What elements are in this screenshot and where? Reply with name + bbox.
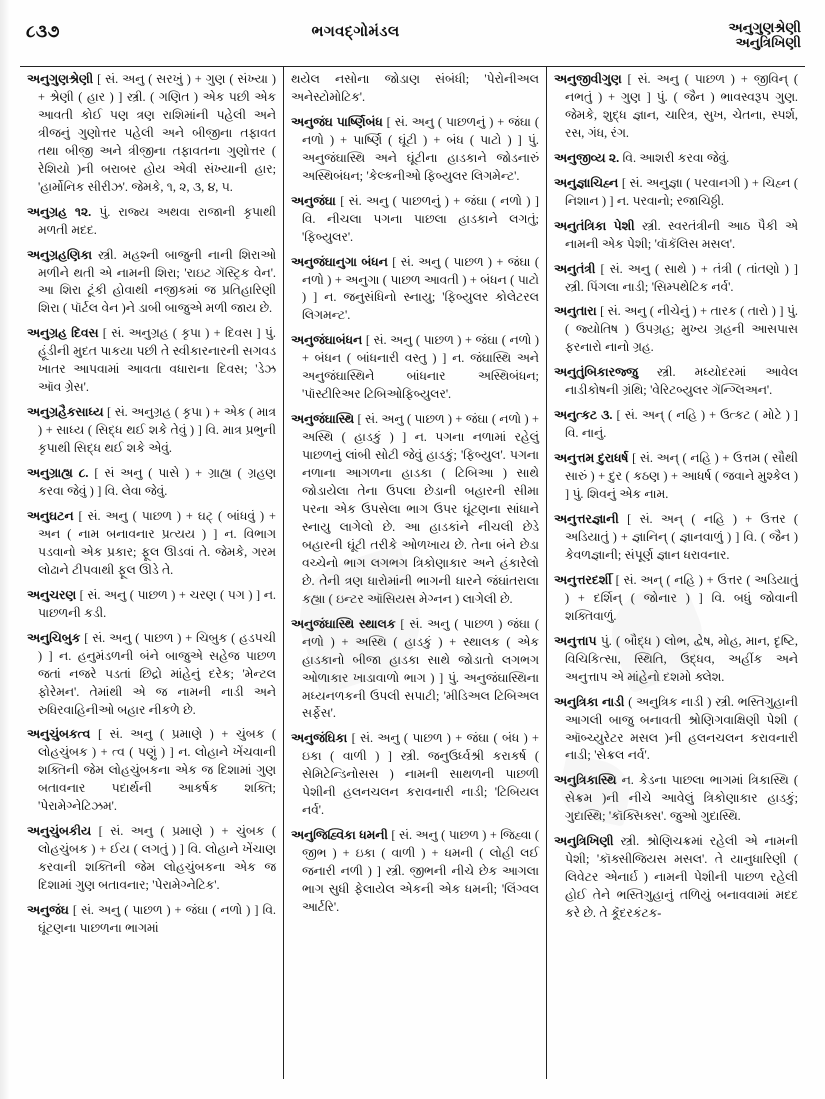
dictionary-entry: [554, 633, 798, 687]
entry-headword: અનુત્રિકાસ્થિ: [553, 773, 617, 788]
entry-definition: પું. રાજ્ય અથવા રાજાની કૃપાથી મળતી મદદ.: [38, 204, 276, 237]
column-3: [546, 67, 805, 1079]
page-number: ૮૩૭: [26, 22, 60, 41]
entry-definition: સ્ત્રી. મહશ્ની બાજુની નાની શિરાઓ મળીને થતી એ નામની શિરા; 'રાઇટ ગૅસ્ટ્રિક વેન'. આ શિરા ટૂંકી હોવાથી નજીકમાં જ પ્રતિહારિણી શિરા ( પૉર્ટલ વેન )ને ડાબી બાજુએ મળી જાય છે.: [38, 247, 276, 316]
entry-definition: [ સં. અનુજ્ઞા ( પરવાનગી ) + ચિહ્ન ( નિશાન ) ] ન. પરવાનો; રજાચિઠ્ઠી.: [564, 175, 798, 208]
entry-headword: અનુગ્રહ ૧૨.: [27, 204, 92, 219]
entry-headword: અનુજંઘ પાર્ષ્ણિબંધ: [290, 114, 383, 129]
entry-headword: અનુત્રિખિણી: [553, 834, 614, 849]
dictionary-entry: [554, 450, 798, 504]
dictionary-entry: [27, 247, 276, 319]
entry-headword: અનુત્તાપ: [553, 633, 597, 648]
entry-headword: અનુગ્રહણિકા: [27, 247, 93, 262]
entry-definition: [ સં. અનુગ્રહ ( કૃપા ) + એક ( માત્ર ) + સાધ્ય ( સિદ્ધ થઈ શકે તેવું ) ] વિ. માત્ર પ્રભુની કૃપાથી સિદ્ધ થઈ શકે એવું.: [38, 405, 276, 456]
entry-headword: અનુજીવ્ય ૨.: [553, 150, 620, 165]
entry-definition: વિ. આશરી કરવા જેવું.: [619, 150, 730, 165]
entry-headword: અનુચિબુક: [27, 630, 81, 645]
dictionary-entry: [554, 407, 798, 443]
entry-headword: અનુત્તરજ્ઞાની: [553, 512, 619, 527]
entry-definition: સ્ત્રી. મધ્યોદરમાં આવેલ નાડીકોષની ગ્રંથિ; 'વેરિટબ્યુલર ગૅન્ગ્લિઅન'.: [564, 365, 798, 398]
dictionary-entry: [554, 218, 798, 254]
dictionary-entry: [291, 71, 539, 107]
entry-headword: અનુજંઘ: [27, 903, 69, 918]
dictionary-entry: [27, 204, 276, 240]
entry-headword: અનુચરણ: [27, 587, 77, 602]
entry-definition: [ સં. અનુ ( પાછળ ) + ઘટ્ ( બાંધવું ) + અન ( નામ બનાવનાર પ્રત્યય ) ] ન. વિભાગ પડવાનો એક પ્રકાર; ફૂલ ઊડવાં તે. જેમકે, ગરમ લોઢાને ટીપવાથી ફૂલ ઊડે તે.: [38, 508, 276, 577]
entry-definition: [ સં. અનુ ( પાછળનું ) + જંઘા ( નળો ) + પાર્ષ્ણિ ( ઘૂંટી ) + બંધ ( પાટો ) ] પું. અનુજંઘાસ્થિ અને ઘૂંટીના હાડકાને જોડનારું અસ્થિબંધન; 'કેલ્કનીઓ ફિબ્યુલર લિગમેન્ટ'.: [301, 114, 539, 183]
entry-definition: [ સં. અનુ ( નીચેનું ) + તારક ( તારો ) ] પું. ( જ્યોતિષ ) ઉપગ્રહ; મુખ્ય ગ્રહની આસપાસ ફરનારો નાનો ગ્રહ.: [564, 304, 798, 355]
dictionary-entry: [554, 303, 798, 357]
entry-definition: [ સં. અનુ ( પાછળ ) જંઘા ( નળો ) + અસ્થિ ( હાડકું ) + સ્થાલક ( એક હાડકાનો બીજા હાડકા સાથે જોડાતો લગભગ ઓળાકાર ખાડાવાળો ભાગ ) ] પું. અનુજંઘાસ્થિના મધ્યનળકની ઉપલી સપાટી; 'મીડિઅલ ટિબિઅલ સર્ફેસ'.: [301, 616, 539, 721]
entry-definition: [ સં. અનુ ( પાછળ ) + જીવિન્ ( નભતું ) + ગુણ ] પું. ( જૈન ) ભાવસ્વરૂપ ગુણ. જેમકે, શુદ્ધ જ્ઞાન, ચારિત્ર, સુખ, ચેતના, સ્પર્શ, રસ, ગંધ, રંગ.: [564, 72, 798, 140]
entry-definition: [ સં. અનુ ( સાથે ) + તંત્રી ( તાંતણો ) ] સ્ત્રી. પિંગલા નાડી; 'સિમ્પથેટિક નર્વ'.: [564, 261, 798, 294]
entry-definition: [ સં. અનુ ( પ્રમાણે ) + ચુંબક ( લોહચુંબક ) + ઈય ( લગતું ) ] વિ. લોહાને ખેંચાણ કરવાની શક્તિની જેમ લોહચુંબકના એક જ દિશામાં ગુણ બતાવનાર; 'પેરામેગ્નેટિક'.: [38, 824, 276, 893]
entry-headword: અનુજંઘાસ્થિ સ્થાલક: [290, 616, 396, 631]
dictionary-entry: [291, 827, 539, 917]
dictionary-entry: [554, 150, 798, 168]
entry-definition: [ સં. અનુ ( પાછળ ) + જંઘા ( નળો ) + અનુગા ( પાછળ આવતી ) + બંધન ( પાટો ) ] ન. જનુસંધિનો સ્નાયુ; 'ફિબ્યુલર કોલેટરલ લિગમન્ટ'.: [301, 254, 539, 323]
entry-definition: [ સં. અનુ ( પાછળ ) + ચિબુક ( હડપચી ) ] ન. હનુમંડળની બંને બાજુએ સહેજ પાછળ જતાં નજરે પડતાં છિદ્રો માંહેનું દરેક; 'મેન્ટલ ફોરેમન'. તેમાંથી એ જ નામની નાડી અને રુધિરવાહિનીઓ બહાર નીકળે છે.: [38, 630, 276, 717]
dictionary-entry: [554, 694, 798, 766]
entry-headword: અનુચુંબકીય: [27, 824, 92, 839]
entry-definition: સ્ત્રી. શ્રોણિચક્રમાં રહેલી એ નામની પેશી; 'કૉક્સીજિયસ મસલ'. તે યાનુધારિણી ( લિવેટર એનાર્ઇ ) નામની પેશીની પાછળ રહેલી હોઈ તેને ભસ્તિગુહાનું તળિયું બનાવવામાં મદદ કરે છે. તે કૅૂંદરકંટક-: [564, 834, 798, 921]
entry-headword: અનુત્તરદર્શી: [553, 572, 612, 587]
dictionary-entry: [27, 465, 276, 501]
entry-definition: [ સં. અનુ ( પાછળ ) + ચરણ ( પગ ) ] ન. પાછળની કડી.: [38, 587, 276, 620]
entry-headword: અનુજંઘાબંધન: [290, 333, 363, 348]
column-1: [20, 67, 283, 1079]
entry-definition: [ સં. અનુ ( પાછળ ) + જંઘા ( નળો ) + બંધન ( બાંધનારી વસ્તુ ) ] ન. જંઘાસ્થિ અને અનુજંઘાસ્થિને બાંધનાર અસ્થિબંધન; 'પૉસ્ટીરિઅર ટિબિઓફિબ્યુલર'.: [301, 333, 539, 402]
entry-definition: [ સં. અનુ ( પાછળનું ) + જંઘા ( નળો ) ] વિ. નીચલા પગના પાછલા હાડકાને લગતું; 'ફિબ્યુલર'.: [301, 193, 539, 244]
entry-definition: [ સં. અનુ ( પાછળ ) + જિહ્વા ( જીભ ) + ઇકા ( વાળી ) + ધમની ( લોહી લઈ જનારી નળી ) ] સ્ત્રી. જીભની નીચે છેક આગલા ભાગ સુધી ફેલાયેલ એકની એક ધમની; 'લિંગ્વલ આર્ટરિ'.: [301, 828, 539, 914]
entry-headword: અનુગુણશ્રેણી: [27, 72, 94, 86]
entry-headword: અનુગ્રહૈકસાધ્ય: [27, 405, 104, 420]
entry-definition: [ સં. અન્ ( નહિ ) + ઉત્તર ( અડિયાતું ) + દર્શિન્ ( જોનાર ) ] વિ. બધું જોવાની શક્તિવાળું.: [564, 572, 798, 623]
guide-words: [651, 20, 801, 50]
dictionary-entry: [291, 332, 539, 404]
column-2: [283, 67, 546, 1079]
dictionary-entry: [291, 193, 539, 247]
dictionary-entry: [554, 364, 798, 400]
book-title: ભગવદ્ગોમંડલ: [311, 24, 400, 40]
running-head: [18, 20, 807, 64]
dictionary-entry: [554, 261, 798, 297]
dictionary-entry: [554, 511, 798, 565]
dictionary-entry: [27, 508, 276, 580]
column-container: [20, 67, 805, 1079]
dictionary-entry: [27, 823, 276, 895]
entry-definition: સ્ત્રી. સ્વરતંત્રીની આઠ પૈકી એ નામની એક પેશી; 'વૉકૅલિસ મસલ'.: [564, 218, 798, 251]
entry-headword: અનુજંઘાનુગા બંધન: [290, 254, 388, 269]
guide-word-last: અનુત્રિખિણી: [735, 35, 801, 51]
entry-headword: અનુતારા: [553, 304, 597, 319]
dictionary-entry: [554, 175, 798, 211]
entry-headword: અનુગ્રહ દિવસ: [27, 326, 99, 341]
entry-definition: [ સં. અન્ ( નહિ ) + ઉત્તર ( અડિયાતું ) + જ્ઞાનિન્ ( જ્ઞાનવાળું ) ] વિ. ( જૈન ) કેવળજ્ઞાની; સંપૂર્ણ જ્ઞાન ધરાવનાર.: [564, 512, 798, 562]
entry-headword: અનુત્કટ ૩.: [553, 408, 613, 423]
entry-headword: અનુત્રિકા નાડી: [553, 694, 625, 709]
entry-definition: [ સં. અનુ ( પ્રમાણે ) + ચુંબક ( લોહચુંબક ) + ત્વ ( પણું ) ] ન. લોહાને ખેંચવાની શક્તિની જેમ લોહચુંબકના એક જ દિશામાં ગુણ બતાવનાર પદાર્થની આકર્ષક શક્તિ; 'પેરામેગ્નેટિઝમ'.: [38, 727, 276, 814]
entry-headword: અનુજીવીગુણ: [553, 72, 622, 86]
dictionary-entry: [554, 833, 798, 923]
entry-definition: [ સં અનુ ( પાસે ) + ગ્રાહ્ય ( ગ્રહણ કરવા જેવું ) ] વિ. લેવા જેવું.: [38, 466, 276, 499]
dictionary-entry: [291, 730, 539, 820]
entry-definition: [ સં. અનુગ્રહ ( કૃપા ) + દિવસ ] પું. હૂંડીની મુદત પાકયા પછી તે સ્વીકારનારની સગવડ ખાતર આપવામાં આવતા વધારાના દિવસ; 'ડેઝ ઑવ ગ્રેસ'.: [38, 326, 276, 395]
dictionary-entry: [291, 114, 539, 186]
entry-definition: [ સં. અનુ ( પાછળ ) + જંઘા ( બંધ ) + ઇકા ( વાળી ) ] સ્ત્રી. જનુઉર્ધ્વશ્રી કરાકર્ષ ( સેમિટેન્ડિનોસસ ) નામની સાથળની પાછળી પેશીની હલનચલન કરાવનારી નાડી; 'ટિબિયલ નર્વ'.: [301, 731, 539, 818]
dictionary-entry: [27, 404, 276, 458]
entry-definition: [ સં. અનુ ( પાછળ ) + જંઘા ( નળો ) ] વિ. ઘૂંટણના પાછળના ભાગમાં: [38, 903, 276, 935]
entry-headword: અનુગ્રાહ્ય ૮.: [27, 466, 89, 481]
entry-headword: અનુચુંબકત્વ: [27, 727, 91, 742]
entry-definition: ( અનુત્રિક નાડી ) સ્ત્રી. ભસ્તિગુહાની આગલી બાજુ બનાવતી શ્રોણિગવાક્ષિણી પેશી ( ઑબ્ચ્યુરેટર મસલ )ની હલનચલન કરાવનારી નાડી; 'સેક્રલ નર્વ'.: [564, 694, 798, 763]
entry-definition: થયેલ નસોના જોડાણ સંબંધી; 'પેરોનીઅલ અનેસ્ટોમોટિક'.: [290, 72, 539, 104]
dictionary-entry: [554, 772, 798, 826]
entry-headword: અનુઘટન: [27, 508, 74, 523]
entry-definition: પું. ( બૌદ્ધ ) લોભ, દ્વેષ, મોહ, માન, દૃષ્ટિ, વિચિકિત્સા, સ્થિતિ, ઉદ્ધવ, અહીંક અને અનુત્તાપ એ માંહેનો દશમો ક્લેશ.: [564, 633, 798, 684]
entry-headword: અનુતુંબિકારજ્જુ: [553, 365, 638, 380]
entry-headword: અનુત્તમ દુરાધર્ષ: [553, 451, 629, 466]
dictionary-entry: [27, 71, 276, 197]
entry-headword: અનુતંત્રી: [553, 261, 596, 276]
guide-word-first: અનુગુણશ્રેણી: [728, 20, 801, 35]
entry-headword: અનુજિહ્વિકા ધમની: [290, 828, 388, 843]
dictionary-entry: [291, 254, 539, 326]
dictionary-entry: [27, 587, 276, 623]
entry-definition: ન. કેડના પાછલા ભાગમાં ત્રિકાસ્થિ ( સેક્રમ )ની નીચે આવેલું ત્રિકોણાકાર હાડકું; ગુદાસ્થિ; 'કૉક્સિક્સ'. જુઓ ગુદાસ્થિ.: [564, 773, 798, 824]
page-edge-shadow: [0, 0, 10, 1099]
entry-headword: અનુજંઘા: [290, 193, 336, 208]
entry-headword: અનુજંઘિકા: [290, 731, 348, 746]
dictionary-entry: [27, 726, 276, 816]
entry-headword: અનુજ્ઞાચિહ્ન: [553, 175, 619, 190]
entry-definition: [ સં. અન્ ( નહિ ) + ઉત્કટ ( મોટે ) ] વિ. નાનું.: [564, 408, 798, 441]
entry-definition: [ સં. અન્ ( નહિ ) + ઉત્તમ ( સૌથી સારું ) + દુર ( કઠણ ) + આધર્ષ ( જવાને મુશ્કેલ ) ] પું. શિવનું એક નામ.: [564, 451, 798, 502]
dictionary-entry: [554, 71, 798, 143]
dictionary-entry: [291, 411, 539, 608]
dictionary-entry: [27, 630, 276, 720]
entry-definition: [ સં. અનુ ( પાછળ ) + જંઘા ( નળો ) + અસ્થિ ( હાડકું ) ] ન. પગના નળામાં રહેલું પાછળનું લાંબી સોટી જેવું હાડકું; 'ફિબ્યુલ'. પગના નળાના આગળના હાડકા ( ટિબિઆ ) સાથે જોડાયેલા તેના ઉપલા છેડાની બહારની સીમા પરના એક ઉપસેલા ભાગ ઉપર ઘૂંટણના સાંધાને સ્નાયુ લાગેલો છે. આ હાડકાંને નીચલી છેડે બહારની ઘૂંટી તરીકે ઓળખાય છે. તેના બંને છેડા વચ્ચેનો ભાગ લગભગ ત્રિકોણાકાર અને હંકારેલો છે. તેની ત્રણ ધારોમાંની ભાગની ધારને જંઘાંતરાલા કહ્યા ( ઇન્ટર ઑસિયસ મેગ્નન ) લાગેલી છે.: [301, 412, 539, 606]
entry-headword: અનુતંત્રિકા પેશી: [553, 218, 635, 233]
entry-headword: અનુજંઘાસ્થિ: [290, 412, 355, 427]
dictionary-entry: [291, 616, 539, 724]
dictionary-entry: [554, 572, 798, 626]
dictionary-entry: [27, 902, 276, 938]
entry-definition: [ સં. અનુ ( સરખું ) + ગુણ ( સંખ્યા ) + શ્રેણી ( હાર ) ] સ્ત્રી. ( ગણિત ) એક પછી એક આવતી કોઈ પણ ત્રણ રાશિમાંની પહેલી અને ત્રીજનું ગુણોત્તર પહેલી અને બીજીના તફાવત તથા બીજી અને ત્રીજીના તફાવતના ગુણોત્તર ( રેશિયો )ની બરાબર હોય એવી સંખ્યાની હાર; 'હાર્મોનિક સીરીઝ'. જેમકે, ૧, ૨, ૩, ૪, ૫.: [38, 72, 276, 194]
dictionary-entry: [27, 325, 276, 397]
